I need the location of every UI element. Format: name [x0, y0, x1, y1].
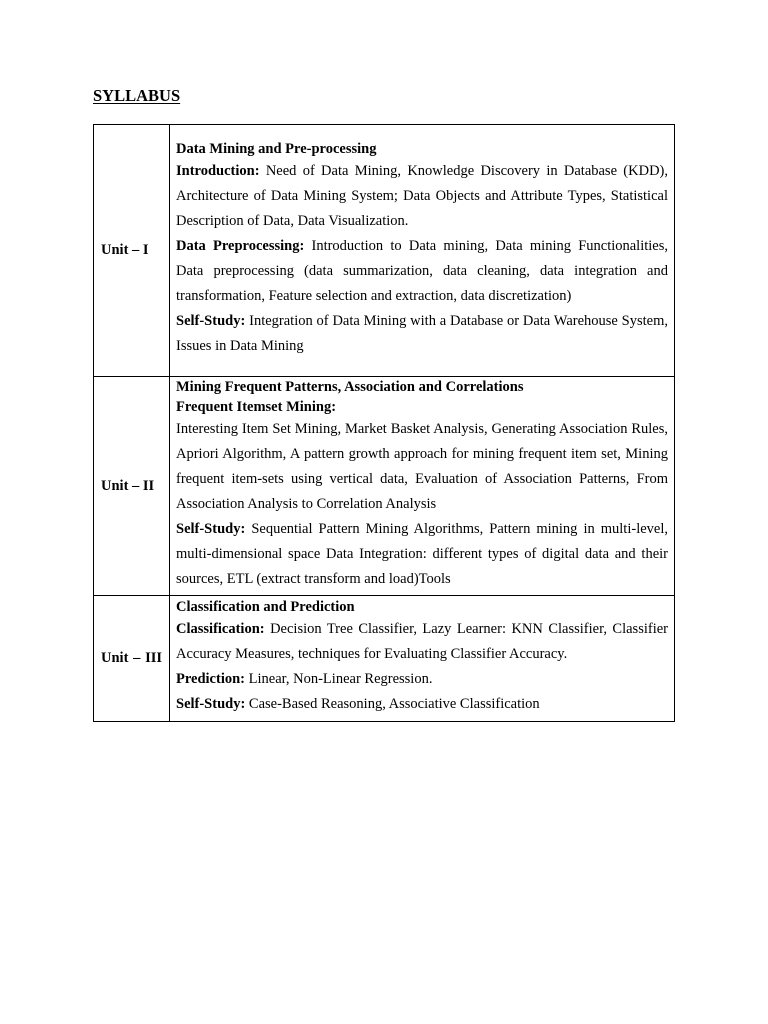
page-title: SYLLABUS — [93, 86, 181, 105]
unit-label: Unit – III — [94, 596, 170, 722]
unit-heading: Mining Frequent Patterns, Association and Correlations — [176, 378, 524, 395]
unit-label: Unit – II — [94, 377, 170, 596]
paragraph-text: Interesting Item Set Mining, Market Basket Analysis, Generating Association Rules, Apriori Algorithm, A pattern growth approach for mining frequent item set, Mining frequent item-sets using vertical data, Evaluation of Association Patterns, From Association Analysis to Correlation Analysis — [176, 420, 668, 512]
paragraph-text: Integration of Data Mining with a Database or Data Warehouse System, Issues in Data Mining — [176, 313, 668, 355]
paragraph-text: Case-Based Reasoning, Associative Classification — [245, 696, 540, 713]
unit-content — [170, 125, 675, 377]
unit-content — [170, 596, 675, 722]
paragraph-label: Self-Study: — [176, 521, 246, 538]
unit-heading: Data Mining and Pre-processing — [176, 140, 377, 157]
paragraph-text: Need of Data Mining, Knowledge Discovery in Database (KDD), Architecture of Data Mining System; Data Objects and Attribute Types, Statistical Description of Data, Data Visualization. — [176, 162, 668, 229]
paragraph-label: Self-Study: — [176, 313, 246, 330]
paragraph-introduction — [176, 159, 668, 234]
table-row — [94, 125, 675, 377]
paragraph-label: Introduction: — [176, 162, 260, 179]
unit-label: Unit – I — [94, 125, 170, 377]
paragraph-text: Sequential Pattern Mining Algorithms, Pattern mining in multi-level, multi-dimensional space Data Integration: different types of digital data and their sources, ETL (extract transform and load)Tools — [176, 521, 668, 588]
paragraph-label: Classification: — [176, 620, 265, 637]
paragraph-self-study — [176, 517, 668, 592]
paragraph-classification — [176, 617, 668, 667]
paragraph-frequent-itemset — [176, 397, 668, 517]
paragraph-text: Introduction to Data mining, Data mining Functionalities, Data preprocessing (data summarization, data cleaning, data integration and transformation, Feature selection and extraction, data discretization) — [176, 237, 668, 305]
paragraph-label: Data Preprocessing: — [176, 237, 305, 254]
paragraph-label: Self-Study: — [176, 696, 246, 713]
paragraph-label: Prediction: — [176, 671, 245, 687]
paragraph-text: Linear, Non-Linear Regression. — [245, 671, 433, 687]
paragraph-text: Decision Tree Classifier, Lazy Learner: KNN Classifier, Classifier Accuracy Measures, techniques for Evaluating Classifier Accuracy. — [176, 620, 668, 662]
table-row — [94, 596, 675, 722]
paragraph-self-study — [176, 309, 668, 359]
paragraph-self-study — [176, 692, 668, 717]
paragraph-data-preprocessing — [176, 234, 668, 309]
unit-content — [170, 377, 675, 596]
table-row — [94, 377, 675, 596]
paragraph-label: Frequent Itemset Mining: — [176, 398, 337, 415]
syllabus-table — [93, 124, 675, 722]
unit-heading: Classification and Prediction — [176, 598, 355, 615]
paragraph-prediction — [176, 667, 668, 692]
